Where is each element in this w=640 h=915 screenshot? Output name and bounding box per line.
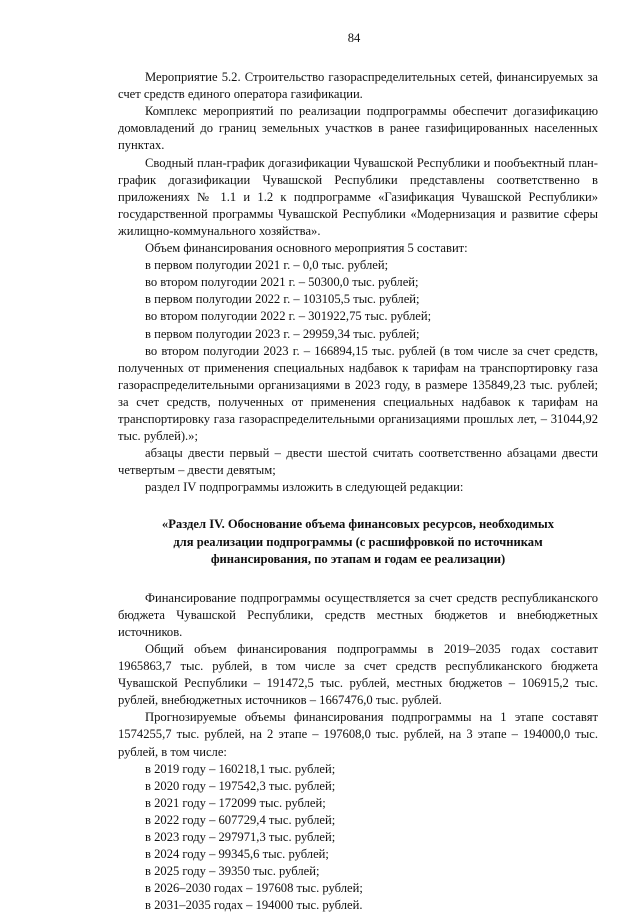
list-item: в 2025 году – 39350 тыс. рублей; (145, 864, 320, 879)
list-item: в 2024 году – 99345,6 тыс. рублей; (145, 847, 329, 862)
funding-list-years (118, 761, 598, 915)
page-number: 84 (347, 31, 361, 45)
paragraph-measure-5-2: Мероприятие 5.2. Строительство газораспределительных сетей, финансируемых за счет средств единого оператора газификации. (118, 70, 598, 102)
paragraph-section-iv-intro: раздел IV подпрограммы изложить в следующей редакции: (145, 480, 464, 495)
paragraph-total-financing: Общий объем финансирования подпрограммы в 2019–2035 годах составит 1965863,7 тыс. рублей, в том числе за счет средств республиканского бюджета Чувашской Республики – 191472,5 тыс. рублей, местных бюджетов – 106915,2 тыс. рублей, внебюджетных источников – 1667476,0 тыс. рублей. (118, 642, 598, 708)
funding-list-halfyears (118, 257, 598, 342)
list-item: в 2021 году – 172099 тыс. рублей; (145, 795, 326, 810)
paragraph-complex-measures: Комплекс мероприятий по реализации подпрограммы обеспечит догазификацию домовладений до границ земельных участков в ранее газифицированных населенных пунктах. (118, 104, 598, 153)
list-item: в первом полугодии 2021 г. – 0,0 тыс. рублей; (145, 258, 389, 273)
paragraph-second-half-2023: во втором полугодии 2023 г. – 166894,15 тыс. рублей (в том числе за счет средств, полученных от применения специальных надбавок к тарифам на транспортировку газа газораспределительными организациями в 2023 году, в размере 135849,23 тыс. рублей; за счет средств, полученных от применения специальных надбавок к тарифам на транспортировку газа газораспределительными организациями прошлых лет, – 31044,92 тыс. рублей).»; (118, 343, 598, 444)
section-heading (118, 516, 598, 567)
list-item: в 2026–2030 годах – 197608 тыс. рублей; (145, 881, 363, 896)
paragraph-schedule: Сводный план-график догазификации Чувашской Республики и пообъектный план-график догазификации Чувашской Республики представлены соответственно в приложениях № 1.1 и 1.2 к подпрограмме «Газификация Чувашской Республики» государственной программы Чувашской Республики «Модернизация и развитие сферы жилищно-коммунального хозяйства». (118, 155, 598, 238)
list-item: в 2019 году – 160218,1 тыс. рублей; (145, 761, 336, 776)
heading-line: финансирования, по этапам и годам ее реализации) (210, 551, 506, 566)
paragraph-renumbering: абзацы двести первый – двести шестой считать соответственно абзацами двести четвертым – двести девятым; (118, 446, 598, 478)
list-item: во втором полугодии 2021 г. – 50300,0 тыс. рублей; (145, 275, 419, 290)
heading-line: для реализации подпрограммы (с расшифровкой по источникам (173, 534, 543, 549)
list-item: во втором полугодии 2022 г. – 301922,75 тыс. рублей; (145, 309, 432, 324)
list-item: в первом полугодии 2023 г. – 29959,34 тыс. рублей; (145, 326, 420, 341)
heading-line: «Раздел IV. Обоснование объема финансовых ресурсов, необходимых (161, 517, 555, 532)
paragraph-financing-sources: Финансирование подпрограммы осуществляется за счет средств республиканского бюджета Чувашской Республики, средств местных бюджетов и внебюджетных источников. (118, 590, 598, 639)
list-item: в 2031–2035 годах – 194000 тыс. рублей. (145, 898, 363, 913)
list-item: в 2020 году – 197542,3 тыс. рублей; (145, 778, 336, 793)
paragraph-funding-intro: Объем финансирования основного мероприятия 5 составит: (145, 241, 468, 256)
list-item: в 2022 году – 607729,4 тыс. рублей; (145, 812, 336, 827)
list-item: в первом полугодии 2022 г. – 103105,5 тыс. рублей; (145, 292, 420, 307)
paragraph-stage-financing: Прогнозируемые объемы финансирования подпрограммы на 1 этапе составят 1574255,7 тыс. рублей, на 2 этапе – 197608,0 тыс. рублей, на 3 этапе – 194000,0 тыс. рублей, в том числе: (118, 710, 598, 759)
list-item: в 2023 году – 297971,3 тыс. рублей; (145, 830, 336, 845)
